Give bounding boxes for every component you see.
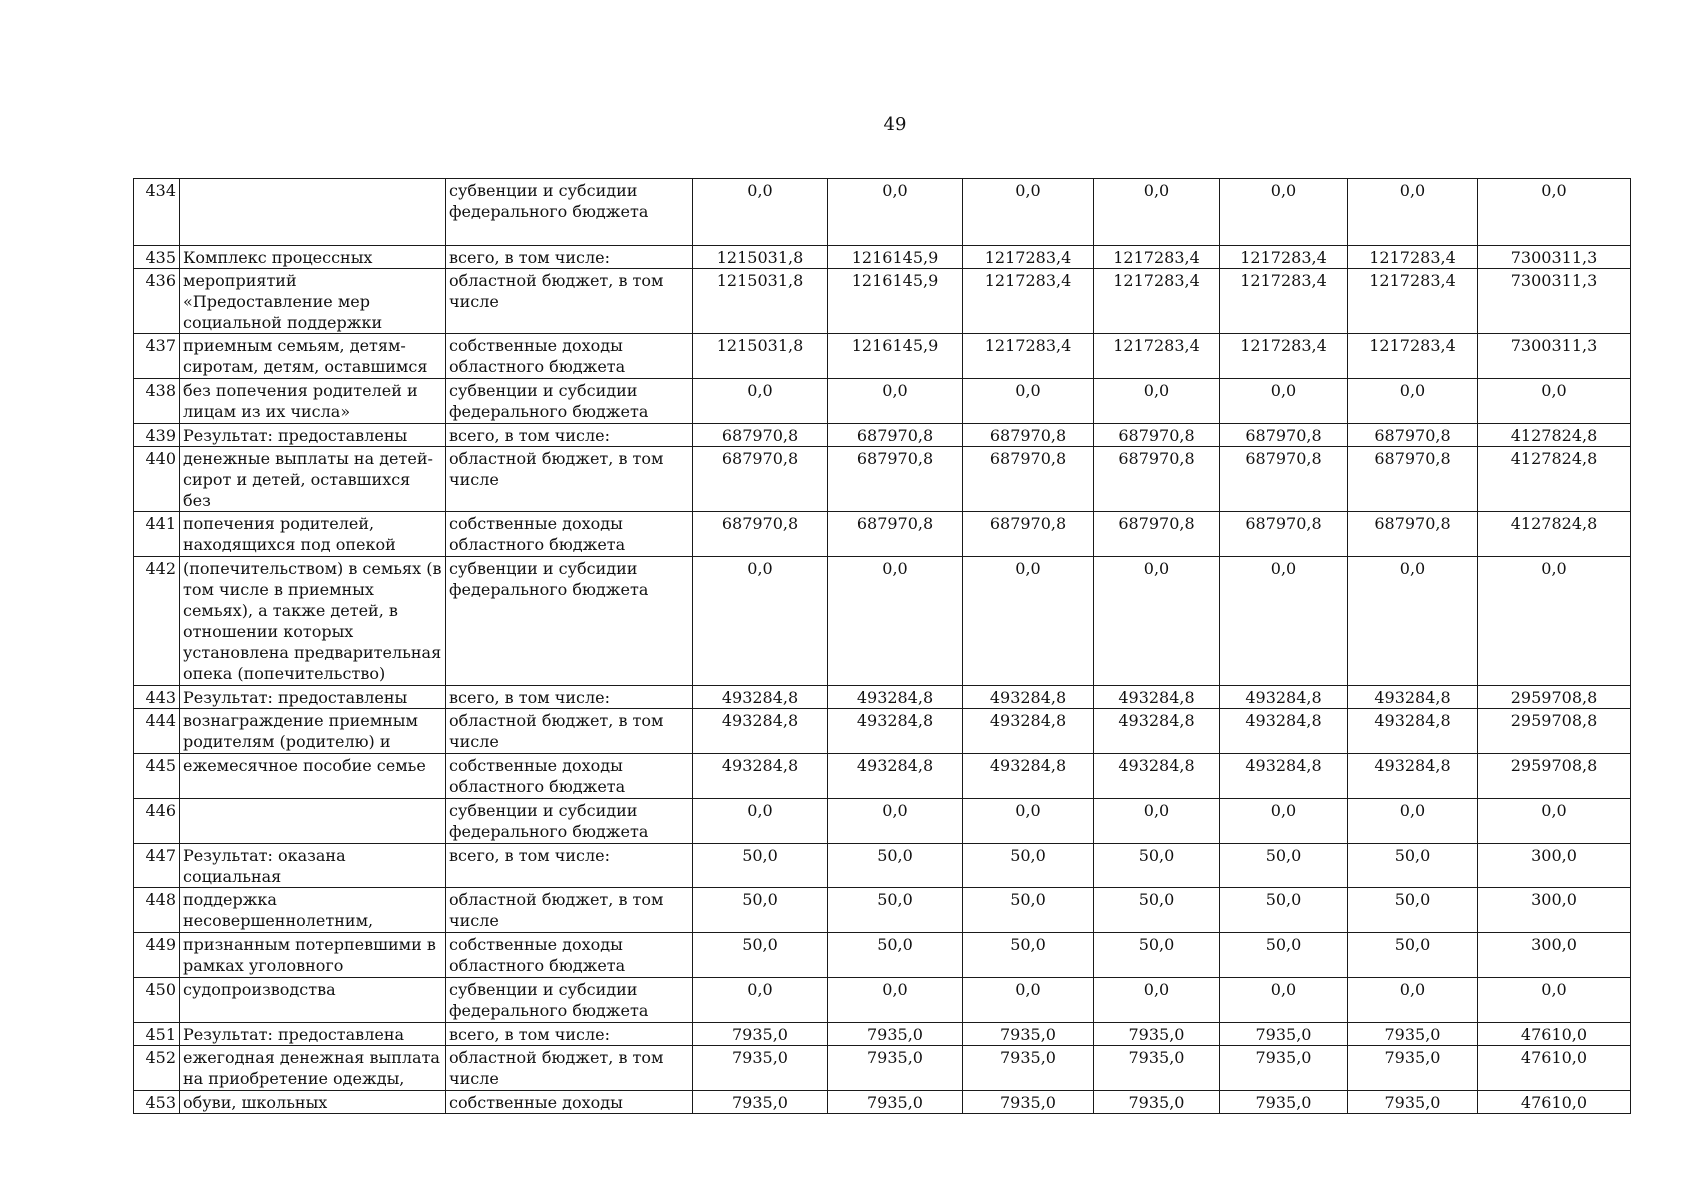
value-cell: 7935,0	[693, 1091, 828, 1114]
value-cell: 493284,8	[1094, 709, 1220, 754]
value-cell: 1217283,4	[1094, 246, 1220, 269]
value-cell: 687970,8	[693, 512, 828, 557]
table-row	[134, 424, 1631, 447]
row-number-cell: 442	[134, 557, 180, 686]
table-row	[134, 844, 1631, 888]
value-cell: 50,0	[1348, 933, 1478, 978]
row-number-cell: 438	[134, 379, 180, 424]
description-cell: попечения родителей, находящихся под опекой	[180, 512, 446, 557]
funding-source-cell: собственные доходы областного бюджета	[446, 933, 693, 978]
value-cell: 1217283,4	[1094, 334, 1220, 379]
value-cell: 300,0	[1478, 844, 1631, 888]
value-cell: 1215031,8	[693, 334, 828, 379]
value-cell: 50,0	[1094, 888, 1220, 933]
value-cell: 7300311,3	[1478, 269, 1631, 334]
value-cell: 50,0	[1348, 888, 1478, 933]
value-cell: 50,0	[828, 888, 963, 933]
row-number-cell: 435	[134, 246, 180, 269]
table-row	[134, 512, 1631, 557]
value-cell: 1217283,4	[1094, 269, 1220, 334]
value-cell: 7935,0	[1094, 1023, 1220, 1046]
description-cell: (попечительством) в семьях (в том числе в приемных семьях), а также детей, в отношении которых установлена предварительная опека (попечительство)	[180, 557, 446, 686]
value-cell: 0,0	[693, 557, 828, 686]
table-row	[134, 888, 1631, 933]
value-cell: 1216145,9	[828, 269, 963, 334]
row-number-cell: 449	[134, 933, 180, 978]
funding-source-cell: субвенции и субсидии федерального бюджета	[446, 799, 693, 844]
description-cell: признанным потерпевшими в рамках уголовного	[180, 933, 446, 978]
value-cell: 47610,0	[1478, 1046, 1631, 1091]
value-cell: 50,0	[963, 933, 1094, 978]
table-row	[134, 978, 1631, 1023]
funding-source-cell: собственные доходы областного бюджета	[446, 754, 693, 799]
value-cell: 687970,8	[693, 447, 828, 512]
value-cell: 7935,0	[828, 1023, 963, 1046]
value-cell: 0,0	[1220, 557, 1348, 686]
value-cell: 687970,8	[1220, 424, 1348, 447]
description-cell: мероприятий «Предоставление мер социальной поддержки	[180, 269, 446, 334]
value-cell: 1217283,4	[963, 334, 1094, 379]
funding-source-cell: областной бюджет, в том числе	[446, 888, 693, 933]
row-number-cell: 441	[134, 512, 180, 557]
value-cell: 2959708,8	[1478, 686, 1631, 709]
value-cell: 0,0	[963, 179, 1094, 246]
funding-source-cell: областной бюджет, в том числе	[446, 1046, 693, 1091]
value-cell: 493284,8	[963, 754, 1094, 799]
value-cell: 7935,0	[963, 1023, 1094, 1046]
funding-source-cell: всего, в том числе:	[446, 246, 693, 269]
value-cell: 687970,8	[963, 424, 1094, 447]
description-cell: обуви, школьных	[180, 1091, 446, 1114]
page-number: 49	[883, 114, 907, 135]
row-number-cell: 445	[134, 754, 180, 799]
value-cell: 47610,0	[1478, 1023, 1631, 1046]
table-row	[134, 799, 1631, 844]
value-cell: 493284,8	[1348, 754, 1478, 799]
value-cell: 0,0	[828, 379, 963, 424]
row-number-cell: 446	[134, 799, 180, 844]
value-cell: 0,0	[1220, 379, 1348, 424]
value-cell: 7935,0	[963, 1091, 1094, 1114]
value-cell: 0,0	[828, 557, 963, 686]
value-cell: 493284,8	[1348, 709, 1478, 754]
table-row	[134, 447, 1631, 512]
funding-source-cell: субвенции и субсидии федерального бюджета	[446, 379, 693, 424]
description-cell: ежегодная денежная выплата на приобретение одежды,	[180, 1046, 446, 1091]
value-cell: 7935,0	[1348, 1023, 1478, 1046]
value-cell: 1217283,4	[1220, 246, 1348, 269]
row-number-cell: 450	[134, 978, 180, 1023]
description-cell: без попечения родителей и лицам из их числа»	[180, 379, 446, 424]
funding-source-cell: субвенции и субсидии федерального бюджета	[446, 978, 693, 1023]
row-number-cell: 451	[134, 1023, 180, 1046]
value-cell: 493284,8	[828, 686, 963, 709]
value-cell: 50,0	[693, 844, 828, 888]
description-cell: Результат: предоставлены	[180, 424, 446, 447]
value-cell: 687970,8	[1220, 512, 1348, 557]
value-cell: 50,0	[1220, 933, 1348, 978]
funding-source-cell: собственные доходы областного бюджета	[446, 512, 693, 557]
value-cell: 493284,8	[1220, 686, 1348, 709]
table-row	[134, 1091, 1631, 1114]
description-cell	[180, 179, 446, 246]
row-number-cell: 440	[134, 447, 180, 512]
funding-source-cell: областной бюджет, в том числе	[446, 269, 693, 334]
value-cell: 493284,8	[693, 709, 828, 754]
value-cell: 0,0	[693, 978, 828, 1023]
value-cell: 47610,0	[1478, 1091, 1631, 1114]
value-cell: 2959708,8	[1478, 709, 1631, 754]
funding-source-cell: субвенции и субсидии федерального бюджета	[446, 179, 693, 246]
table-row	[134, 1023, 1631, 1046]
value-cell: 1217283,4	[1348, 269, 1478, 334]
value-cell: 1217283,4	[1220, 269, 1348, 334]
funding-source-cell: собственные доходы	[446, 1091, 693, 1114]
value-cell: 687970,8	[828, 424, 963, 447]
value-cell: 0,0	[1348, 379, 1478, 424]
value-cell: 493284,8	[693, 686, 828, 709]
value-cell: 7935,0	[1220, 1046, 1348, 1091]
table-row	[134, 179, 1631, 246]
value-cell: 493284,8	[693, 754, 828, 799]
value-cell: 687970,8	[963, 512, 1094, 557]
value-cell: 4127824,8	[1478, 447, 1631, 512]
description-cell: вознаграждение приемным родителям (родителю) и	[180, 709, 446, 754]
value-cell: 2959708,8	[1478, 754, 1631, 799]
budget-table	[133, 178, 1631, 1114]
value-cell: 7935,0	[693, 1023, 828, 1046]
row-number-cell: 437	[134, 334, 180, 379]
value-cell: 493284,8	[1094, 754, 1220, 799]
table-row	[134, 686, 1631, 709]
description-cell: Результат: предоставлена	[180, 1023, 446, 1046]
value-cell: 1217283,4	[1220, 334, 1348, 379]
value-cell: 1217283,4	[963, 246, 1094, 269]
value-cell: 0,0	[1478, 179, 1631, 246]
value-cell: 0,0	[1478, 978, 1631, 1023]
value-cell: 1217283,4	[1348, 334, 1478, 379]
value-cell: 4127824,8	[1478, 424, 1631, 447]
value-cell: 687970,8	[963, 447, 1094, 512]
funding-source-cell: собственные доходы областного бюджета	[446, 334, 693, 379]
value-cell: 50,0	[963, 888, 1094, 933]
table-row	[134, 269, 1631, 334]
value-cell: 0,0	[1094, 179, 1220, 246]
value-cell: 0,0	[963, 557, 1094, 686]
funding-source-cell: всего, в том числе:	[446, 844, 693, 888]
value-cell: 7935,0	[963, 1046, 1094, 1091]
value-cell: 7935,0	[1348, 1091, 1478, 1114]
description-cell: Результат: оказана социальная	[180, 844, 446, 888]
value-cell: 7935,0	[1220, 1091, 1348, 1114]
value-cell: 50,0	[693, 888, 828, 933]
value-cell: 50,0	[693, 933, 828, 978]
row-number-cell: 436	[134, 269, 180, 334]
row-number-cell: 453	[134, 1091, 180, 1114]
value-cell: 493284,8	[963, 709, 1094, 754]
value-cell: 687970,8	[1220, 447, 1348, 512]
value-cell: 7935,0	[828, 1046, 963, 1091]
value-cell: 0,0	[1094, 799, 1220, 844]
value-cell: 7935,0	[828, 1091, 963, 1114]
value-cell: 1217283,4	[1348, 246, 1478, 269]
value-cell: 493284,8	[1220, 754, 1348, 799]
value-cell: 687970,8	[828, 447, 963, 512]
value-cell: 0,0	[828, 799, 963, 844]
value-cell: 7935,0	[1348, 1046, 1478, 1091]
value-cell: 1216145,9	[828, 334, 963, 379]
description-cell: поддержка несовершеннолетним,	[180, 888, 446, 933]
value-cell: 1216145,9	[828, 246, 963, 269]
value-cell: 0,0	[693, 799, 828, 844]
value-cell: 493284,8	[828, 709, 963, 754]
value-cell: 7300311,3	[1478, 334, 1631, 379]
table-row	[134, 754, 1631, 799]
value-cell: 0,0	[1094, 557, 1220, 686]
row-number-cell: 444	[134, 709, 180, 754]
value-cell: 0,0	[963, 799, 1094, 844]
value-cell: 0,0	[1348, 557, 1478, 686]
value-cell: 50,0	[963, 844, 1094, 888]
value-cell: 0,0	[1220, 799, 1348, 844]
description-cell: приемным семьям, детям-сиротам, детям, оставшимся	[180, 334, 446, 379]
value-cell: 50,0	[1348, 844, 1478, 888]
value-cell: 1217283,4	[963, 269, 1094, 334]
value-cell: 0,0	[1478, 799, 1631, 844]
description-cell: Результат: предоставлены	[180, 686, 446, 709]
value-cell: 0,0	[963, 978, 1094, 1023]
value-cell: 687970,8	[1348, 424, 1478, 447]
value-cell: 0,0	[693, 379, 828, 424]
value-cell: 50,0	[1220, 844, 1348, 888]
value-cell: 1215031,8	[693, 269, 828, 334]
table-row	[134, 246, 1631, 269]
value-cell: 493284,8	[1348, 686, 1478, 709]
value-cell: 0,0	[1348, 799, 1478, 844]
value-cell: 687970,8	[693, 424, 828, 447]
funding-source-cell: субвенции и субсидии федерального бюджета	[446, 557, 693, 686]
value-cell: 0,0	[1478, 557, 1631, 686]
row-number-cell: 447	[134, 844, 180, 888]
value-cell: 0,0	[828, 179, 963, 246]
value-cell: 7935,0	[1094, 1091, 1220, 1114]
description-cell: ежемесячное пособие семье	[180, 754, 446, 799]
value-cell: 300,0	[1478, 888, 1631, 933]
description-cell: судопроизводства	[180, 978, 446, 1023]
value-cell: 687970,8	[1094, 447, 1220, 512]
value-cell: 0,0	[963, 379, 1094, 424]
value-cell: 50,0	[1094, 844, 1220, 888]
row-number-cell: 434	[134, 179, 180, 246]
value-cell: 0,0	[1348, 978, 1478, 1023]
table-row	[134, 1046, 1631, 1091]
value-cell: 493284,8	[963, 686, 1094, 709]
value-cell: 7300311,3	[1478, 246, 1631, 269]
row-number-cell: 443	[134, 686, 180, 709]
funding-source-cell: областной бюджет, в том числе	[446, 447, 693, 512]
funding-source-cell: областной бюджет, в том числе	[446, 709, 693, 754]
row-number-cell: 448	[134, 888, 180, 933]
value-cell: 687970,8	[1094, 424, 1220, 447]
value-cell: 7935,0	[1220, 1023, 1348, 1046]
value-cell: 300,0	[1478, 933, 1631, 978]
value-cell: 0,0	[1094, 379, 1220, 424]
row-number-cell: 452	[134, 1046, 180, 1091]
value-cell: 0,0	[1348, 179, 1478, 246]
table-row	[134, 709, 1631, 754]
value-cell: 493284,8	[1094, 686, 1220, 709]
table-row	[134, 933, 1631, 978]
value-cell: 687970,8	[1348, 512, 1478, 557]
table-body	[134, 179, 1631, 1114]
value-cell: 0,0	[828, 978, 963, 1023]
value-cell: 0,0	[693, 179, 828, 246]
value-cell: 0,0	[1478, 379, 1631, 424]
value-cell: 50,0	[1094, 933, 1220, 978]
value-cell: 0,0	[1094, 978, 1220, 1023]
table-row	[134, 334, 1631, 379]
value-cell: 7935,0	[1094, 1046, 1220, 1091]
description-cell: Комплекс процессных	[180, 246, 446, 269]
value-cell: 0,0	[1220, 978, 1348, 1023]
value-cell: 1215031,8	[693, 246, 828, 269]
row-number-cell: 439	[134, 424, 180, 447]
value-cell: 687970,8	[1094, 512, 1220, 557]
value-cell: 50,0	[828, 933, 963, 978]
funding-source-cell: всего, в том числе:	[446, 424, 693, 447]
value-cell: 50,0	[1220, 888, 1348, 933]
value-cell: 687970,8	[1348, 447, 1478, 512]
value-cell: 4127824,8	[1478, 512, 1631, 557]
funding-source-cell: всего, в том числе:	[446, 686, 693, 709]
value-cell: 493284,8	[1220, 709, 1348, 754]
table-row	[134, 379, 1631, 424]
value-cell: 493284,8	[828, 754, 963, 799]
funding-source-cell: всего, в том числе:	[446, 1023, 693, 1046]
description-cell	[180, 799, 446, 844]
table-row	[134, 557, 1631, 686]
value-cell: 50,0	[828, 844, 963, 888]
value-cell: 687970,8	[828, 512, 963, 557]
value-cell: 7935,0	[693, 1046, 828, 1091]
value-cell: 0,0	[1220, 179, 1348, 246]
description-cell: денежные выплаты на детей-сирот и детей, оставшихся без	[180, 447, 446, 512]
